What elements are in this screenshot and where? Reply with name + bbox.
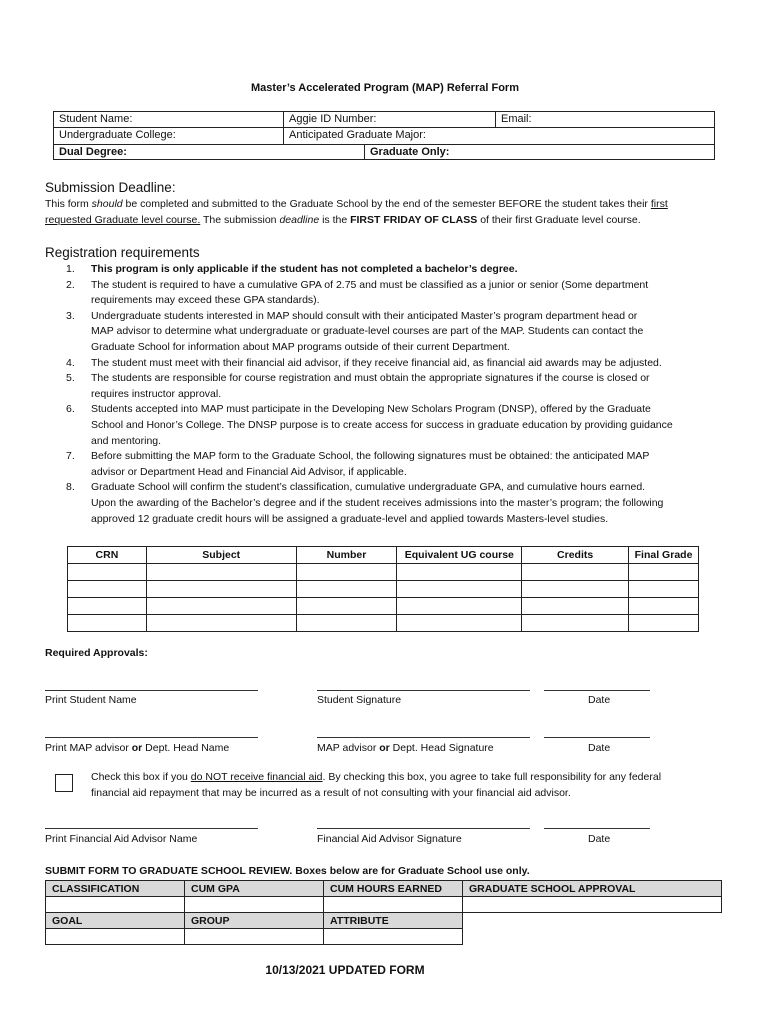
- fa-advisor-signature-label: Financial Aid Advisor Signature: [317, 833, 462, 845]
- course-cell[interactable]: [629, 581, 699, 598]
- course-cell[interactable]: [522, 615, 629, 632]
- date-line[interactable]: [544, 690, 650, 691]
- goal-header: GOAL: [46, 913, 185, 929]
- goal-cell[interactable]: [46, 929, 185, 945]
- requirement-number: 8.: [66, 481, 75, 494]
- course-cell[interactable]: [146, 581, 296, 598]
- course-row: [68, 615, 699, 632]
- date-line[interactable]: [544, 828, 650, 829]
- signature-line[interactable]: [45, 737, 258, 738]
- form-title: Master’s Accelerated Program (MAP) Referral Form: [251, 82, 519, 94]
- text: requested Graduate level course.: [45, 213, 201, 226]
- text: . By checking this box, you agree to take full responsibility for any federal: [322, 771, 662, 783]
- text: of their first Graduate level course.: [477, 213, 641, 226]
- course-cell[interactable]: [296, 564, 397, 581]
- grad-school-table: [45, 880, 722, 945]
- print-fa-advisor-label: Print Financial Aid Advisor Name: [45, 833, 198, 845]
- no-financial-aid-checkbox[interactable]: [55, 774, 73, 792]
- text: MAP advisor: [317, 742, 380, 754]
- requirement-item: [45, 449, 725, 480]
- requirement-number: 1.: [66, 263, 75, 275]
- divider: [495, 112, 496, 128]
- text: or: [131, 742, 143, 754]
- requirement-text: Graduate School for information about MAP programs outside of their current Department.: [91, 340, 510, 353]
- signature-line[interactable]: [45, 828, 258, 829]
- cum-gpa-header: CUM GPA: [185, 881, 324, 897]
- text: is the: [319, 213, 351, 226]
- course-cell[interactable]: [397, 598, 522, 615]
- dual-degree-field[interactable]: Dual Degree:: [59, 146, 127, 158]
- course-row: [68, 564, 699, 581]
- requirement-number: 6.: [66, 403, 75, 416]
- requirement-number: 3.: [66, 309, 75, 322]
- spacer: [463, 913, 722, 929]
- requirement-text: MAP advisor to determine what undergraduate or graduate-level courses are part of the MAP. Students can contact the: [91, 325, 644, 338]
- requirement-text: This program is only applicable if the student has not completed a bachelor’s degree.: [91, 263, 518, 275]
- text: or: [379, 742, 390, 754]
- cum-hours-cell[interactable]: [324, 897, 463, 913]
- requirement-item: [45, 262, 725, 278]
- text: should: [91, 198, 123, 210]
- course-cell[interactable]: [522, 564, 629, 581]
- graduate-only-field[interactable]: Graduate Only:: [370, 146, 450, 158]
- divider: [364, 144, 365, 160]
- grad-major-field[interactable]: Anticipated Graduate Major:: [289, 129, 426, 141]
- requirement-item: [45, 356, 725, 372]
- requirement-number: 5.: [66, 372, 75, 385]
- grad-school-heading: SUBMIT FORM TO GRADUATE SCHOOL REVIEW. Boxes below are for Graduate School use only.: [45, 865, 530, 877]
- text: financial aid repayment that may be incurred as a result of not consulting with your financial aid advisor.: [91, 786, 571, 799]
- course-cell[interactable]: [629, 615, 699, 632]
- requirement-text: approved 12 graduate credit hours will be assigned a graduate-level and applied towards Masters-level studies.: [91, 512, 609, 525]
- aggie-id-field[interactable]: Aggie ID Number:: [289, 113, 377, 125]
- text: Check this box if you: [91, 771, 191, 783]
- text: This form: [45, 198, 92, 210]
- approvals-heading: Required Approvals:: [45, 647, 148, 659]
- requirement-item: [45, 309, 725, 356]
- date-label: Date: [588, 833, 611, 845]
- text: be completed and submitted to the Graduate School by the end of the semester BEFORE the student takes their: [122, 198, 651, 210]
- divider: [54, 127, 714, 128]
- requirement-item: [45, 402, 725, 449]
- course-cell[interactable]: [68, 598, 147, 615]
- course-cell[interactable]: [296, 598, 397, 615]
- signature-line[interactable]: [45, 690, 258, 691]
- cum-hours-header: CUM HOURS EARNED: [324, 881, 463, 897]
- text: The submission: [200, 213, 280, 226]
- text: deadline: [279, 213, 320, 226]
- requirement-number: 7.: [66, 450, 75, 463]
- course-column-header: Final Grade: [629, 547, 699, 564]
- signature-line[interactable]: [317, 690, 530, 691]
- course-cell[interactable]: [629, 598, 699, 615]
- date-line[interactable]: [544, 737, 650, 738]
- course-cell[interactable]: [146, 598, 296, 615]
- student-name-field[interactable]: Student Name:: [59, 113, 133, 125]
- course-cell[interactable]: [629, 564, 699, 581]
- requirement-text: The student is required to have a cumulative GPA of 2.75 and must be classified as a junior or senior (Some department: [91, 278, 649, 291]
- spacer: [463, 929, 722, 945]
- requirement-text: Undergraduate students interested in MAP should consult with their anticipated Master’s program department head or: [91, 309, 638, 322]
- course-column-header: Subject: [146, 547, 296, 564]
- deadline-paragraph: [45, 197, 730, 228]
- student-info-box: [53, 111, 715, 160]
- approval-cell[interactable]: [463, 897, 722, 913]
- course-column-header: Equivalent UG course: [397, 547, 522, 564]
- cum-gpa-cell[interactable]: [185, 897, 324, 913]
- text: first: [650, 198, 668, 210]
- course-column-header: Credits: [522, 547, 629, 564]
- registration-heading: Registration requirements: [45, 245, 200, 260]
- course-column-header: Number: [296, 547, 397, 564]
- requirement-number: 2.: [66, 278, 75, 291]
- signature-line[interactable]: [317, 737, 530, 738]
- print-map-advisor-label: [45, 742, 229, 754]
- course-cell[interactable]: [68, 581, 147, 598]
- course-cell[interactable]: [397, 615, 522, 632]
- map-advisor-signature-label: [317, 742, 494, 754]
- requirement-item: [45, 480, 725, 527]
- course-cell[interactable]: [68, 615, 147, 632]
- requirement-text: Upon the awarding of the Bachelor’s degree and if the student receives admissions into the master’s program; the following: [91, 496, 664, 509]
- date-label: Date: [588, 694, 611, 706]
- course-column-header: CRN: [68, 547, 147, 564]
- classification-cell[interactable]: [46, 897, 185, 913]
- print-student-name-label: Print Student Name: [45, 694, 137, 706]
- approval-header: GRADUATE SCHOOL APPROVAL: [463, 881, 722, 897]
- requirement-text: School and Honor’s College. The DNSP purpose is to create access for success in graduate education by providing guidance: [91, 418, 673, 431]
- course-cell[interactable]: [397, 581, 522, 598]
- requirement-item: [45, 278, 725, 309]
- text: do NOT receive financial aid: [190, 771, 323, 783]
- text: Dept. Head Name: [142, 742, 230, 754]
- requirement-text: The students are responsible for course registration and must obtain the appropriate signatures if the course is closed or: [91, 372, 650, 385]
- course-cell[interactable]: [146, 564, 296, 581]
- requirement-text: requirements may exceed these GPA standards).: [91, 294, 320, 307]
- student-signature-label: Student Signature: [317, 694, 402, 706]
- course-cell[interactable]: [296, 581, 397, 598]
- classification-header: CLASSIFICATION: [46, 881, 185, 897]
- divider: [283, 112, 284, 144]
- requirement-text: Graduate School will confirm the student’s classification, cumulative undergraduate GPA, and cumulative hours earned.: [91, 481, 646, 494]
- email-field[interactable]: Email:: [501, 113, 532, 125]
- group-header: GROUP: [185, 913, 324, 929]
- deadline-heading: Submission Deadline:: [45, 180, 176, 195]
- signature-line[interactable]: [317, 828, 530, 829]
- requirement-text: and mentoring.: [91, 434, 162, 447]
- text: FIRST FRIDAY OF CLASS: [350, 213, 478, 226]
- requirement-text: advisor or Department Head and Financial Aid Advisor, if applicable.: [91, 465, 407, 478]
- requirement-number: 4.: [66, 356, 75, 369]
- course-row: [68, 598, 699, 615]
- requirement-text: requires instructor approval.: [91, 387, 222, 400]
- requirement-text: Students accepted into MAP must participate in the Developing New Scholars Program (DNSP), offered by the Graduate: [91, 403, 651, 416]
- requirement-text: Before submitting the MAP form to the Graduate School, the following signatures must be obtained: the anticipated MAP: [91, 450, 650, 463]
- requirement-text: The student must meet with their financial aid advisor, if they receive financial aid, as financial aid awards may be adjusted.: [91, 356, 662, 369]
- attribute-header: ATTRIBUTE: [324, 913, 463, 929]
- course-cell[interactable]: [68, 564, 147, 581]
- undergrad-college-field[interactable]: Undergraduate College:: [59, 129, 176, 141]
- course-cell[interactable]: [522, 581, 629, 598]
- attribute-cell[interactable]: [324, 929, 463, 945]
- date-label: Date: [588, 742, 611, 754]
- text: Dept. Head Signature: [389, 742, 494, 754]
- checkbox-description: [91, 770, 731, 801]
- text: Print MAP advisor: [45, 742, 132, 754]
- requirement-item: [45, 371, 725, 402]
- course-cell[interactable]: [397, 564, 522, 581]
- group-cell[interactable]: [185, 929, 324, 945]
- footer-updated: 10/13/2021 UPDATED FORM: [265, 963, 425, 977]
- requirements-list: [45, 262, 725, 527]
- course-cell[interactable]: [146, 615, 296, 632]
- course-table: [67, 546, 699, 632]
- course-cell[interactable]: [296, 615, 397, 632]
- course-row: [68, 581, 699, 598]
- course-cell[interactable]: [522, 598, 629, 615]
- divider: [54, 144, 714, 145]
